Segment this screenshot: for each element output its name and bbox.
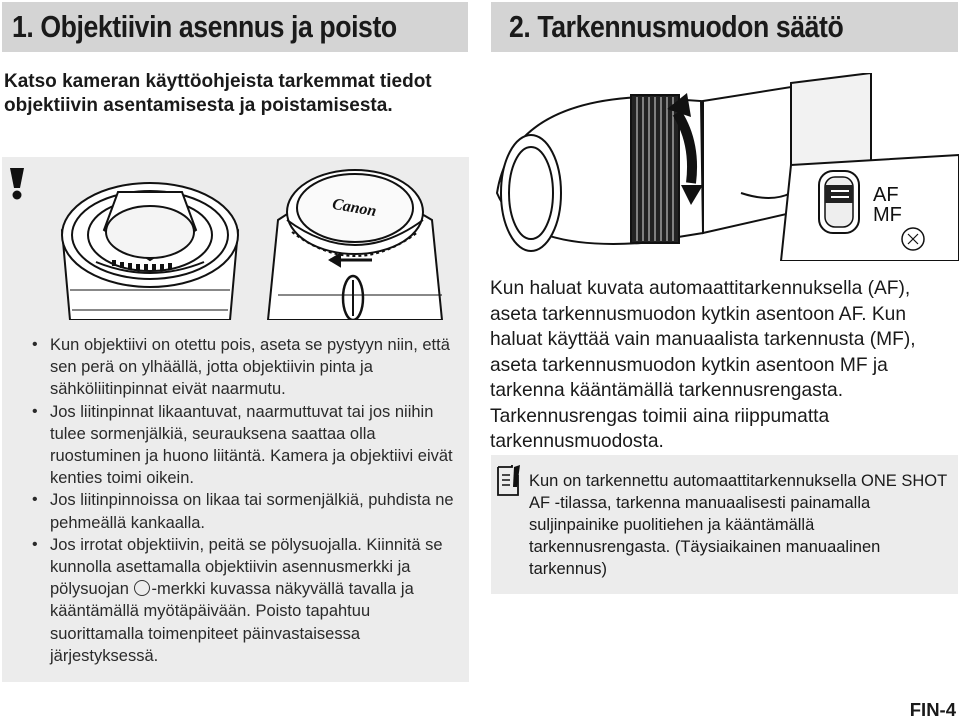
focus-mode-switch-panel [781,155,959,261]
caution-bullet: • Kun objektiivi on otettu pois, aseta se pystyyn niin, että sen perä on ylhäällä, jotta objektiivin pinta ja sähköliitinpinnat eivät naarmutu. [22,334,462,401]
caution-bullet: • Jos liitinpinnoissa on likaa tai sormenjälkiä, puhdista ne pehmeällä kankaalla. [22,489,462,533]
caution-bullet [22,534,462,667]
caution-bullet: • Jos liitinpinnat likaantuvat, naarmuttuvat tai jos niihin tulee sormenjälkiä, seurauksena saattaa olla ruostuminen ja huono liitäntä. Kamera ja objektiivi eivät kenties toimi oikein. [22,401,462,490]
dust-cap-mark-icon [134,580,150,596]
switch-label-mf: MF [873,204,902,226]
section2-title: 2. Tarkennusmuodon säätö [491,2,958,52]
focus-mode-illustration [491,73,959,261]
switch-label-af: AF [873,184,899,206]
bullet4-text-b: -merkki kuvassa näkyvällä tavalla ja kääntämällä myötäpäivään. Poisto tapahtuu suorittamalla toimenpiteet päinvastaisessa järjestyksessä. [50,580,414,665]
section1-intro: Katso kameran käyttöohjeista tarkemmat tiedot objektiivin asentamisesta ja poistamisesta. [4,71,432,116]
lens-with-dust-cap [268,170,442,320]
memo-icon [496,463,522,497]
note-text: Kun on tarkennettu automaattitarkennuksella ONE SHOT AF -tilassa, tarkenna manuaalisesti painamalla suljinpainike puolitiehen ja kääntämällä tarkennusrengasta. (Täysiaikainen manuaalinen tarkennus) [529,472,947,578]
caution-bullet-list [22,334,462,667]
bullet4-text-a: Jos irrotat objektiivin, peitä se pölysuojalla. Kiinnitä se kunnolla asettamalla objektiivin asennusmerkki ja pölysuojan [50,535,443,599]
lens-cap-brand: Canon [330,195,378,221]
lens-rear-illustration [0,160,470,320]
lens-rear-view [62,183,238,320]
focus-mode-paragraph: Kun haluat kuvata automaattitarkennuksella (AF), aseta tarkennusmuodon kytkin asentoon AF. Kun haluat käyttää vain manuaalista tarkennusta (MF), aseta tarkennusmuodon kytkin asentoon MF ja tarkenna kääntämällä tarkennusrengasta. Tarkennusrengas toimii aina riippumatta tarkennusmuodosta. [490,278,916,452]
page-number: FIN-4 [909,699,956,720]
section1-title: 1. Objektiivin asennus ja poisto [2,2,468,52]
